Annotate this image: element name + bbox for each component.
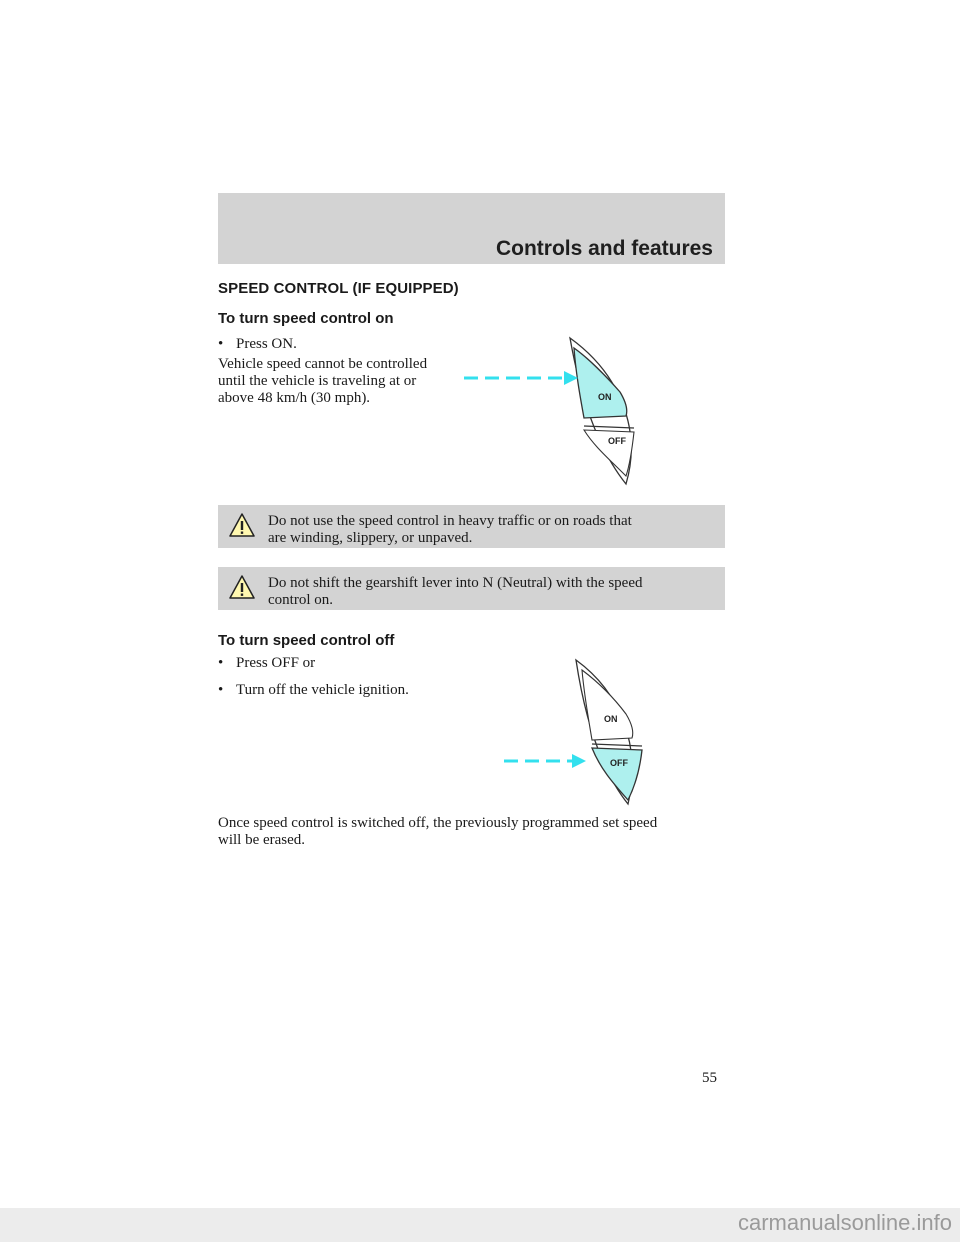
warning-box-2: [218, 567, 725, 610]
turn-on-bullet-1: [218, 336, 297, 353]
diagram-on-label: ON: [604, 714, 618, 724]
page-number: 55: [702, 1070, 717, 1086]
bullet-text: Turn off the vehicle ignition.: [236, 682, 409, 698]
diagram-on-label: ON: [598, 392, 612, 402]
turn-off-heading: To turn speed control off: [218, 632, 395, 649]
warning-box-1: [218, 505, 725, 548]
footer-watermark-link[interactable]: carmanualsonline.info: [737, 1210, 952, 1235]
text-line: Do not shift the gearshift lever into N (Neutral) with the speed: [268, 575, 643, 591]
speed-control-switch-off-diagram: [500, 656, 650, 808]
warning-triangle-icon: [228, 574, 256, 600]
warning-triangle-icon: [228, 512, 256, 538]
diagram-off-label: OFF: [610, 758, 628, 768]
text-line: Once speed control is switched off, the previously programmed set speed: [218, 815, 658, 831]
bullet-dot: •: [218, 336, 224, 352]
text-line: will be erased.: [218, 832, 306, 848]
turn-on-heading: To turn speed control on: [218, 310, 394, 327]
turn-off-bullet-1: [218, 655, 315, 672]
bullet-dot: •: [218, 682, 224, 698]
speed-control-switch-on-diagram: [460, 334, 650, 490]
page-header-title: Controls and features: [495, 237, 713, 260]
footer-band: [0, 1208, 960, 1242]
bullet-text: Press OFF or: [236, 655, 316, 671]
text-line: Do not use the speed control in heavy traffic or on roads that: [268, 513, 632, 529]
diagram-off-label: OFF: [608, 436, 626, 446]
section-title: SPEED CONTROL (IF EQUIPPED): [218, 280, 459, 297]
text-line: above 48 km/h (30 mph).: [218, 390, 371, 406]
text-line: Vehicle speed cannot be controlled: [218, 356, 428, 372]
turn-off-description: [218, 815, 657, 849]
turn-on-description: [218, 356, 427, 407]
turn-off-bullet-2: [218, 682, 409, 699]
bullet-dot: •: [218, 655, 224, 671]
header-band: [218, 193, 725, 264]
text-line: are winding, slippery, or unpaved.: [268, 530, 473, 546]
text-line: control on.: [268, 592, 333, 608]
bullet-text: Press ON.: [236, 336, 297, 352]
text-line: until the vehicle is traveling at or: [218, 373, 417, 389]
warning-text-2: [268, 575, 713, 609]
warning-text-1: [268, 513, 713, 547]
